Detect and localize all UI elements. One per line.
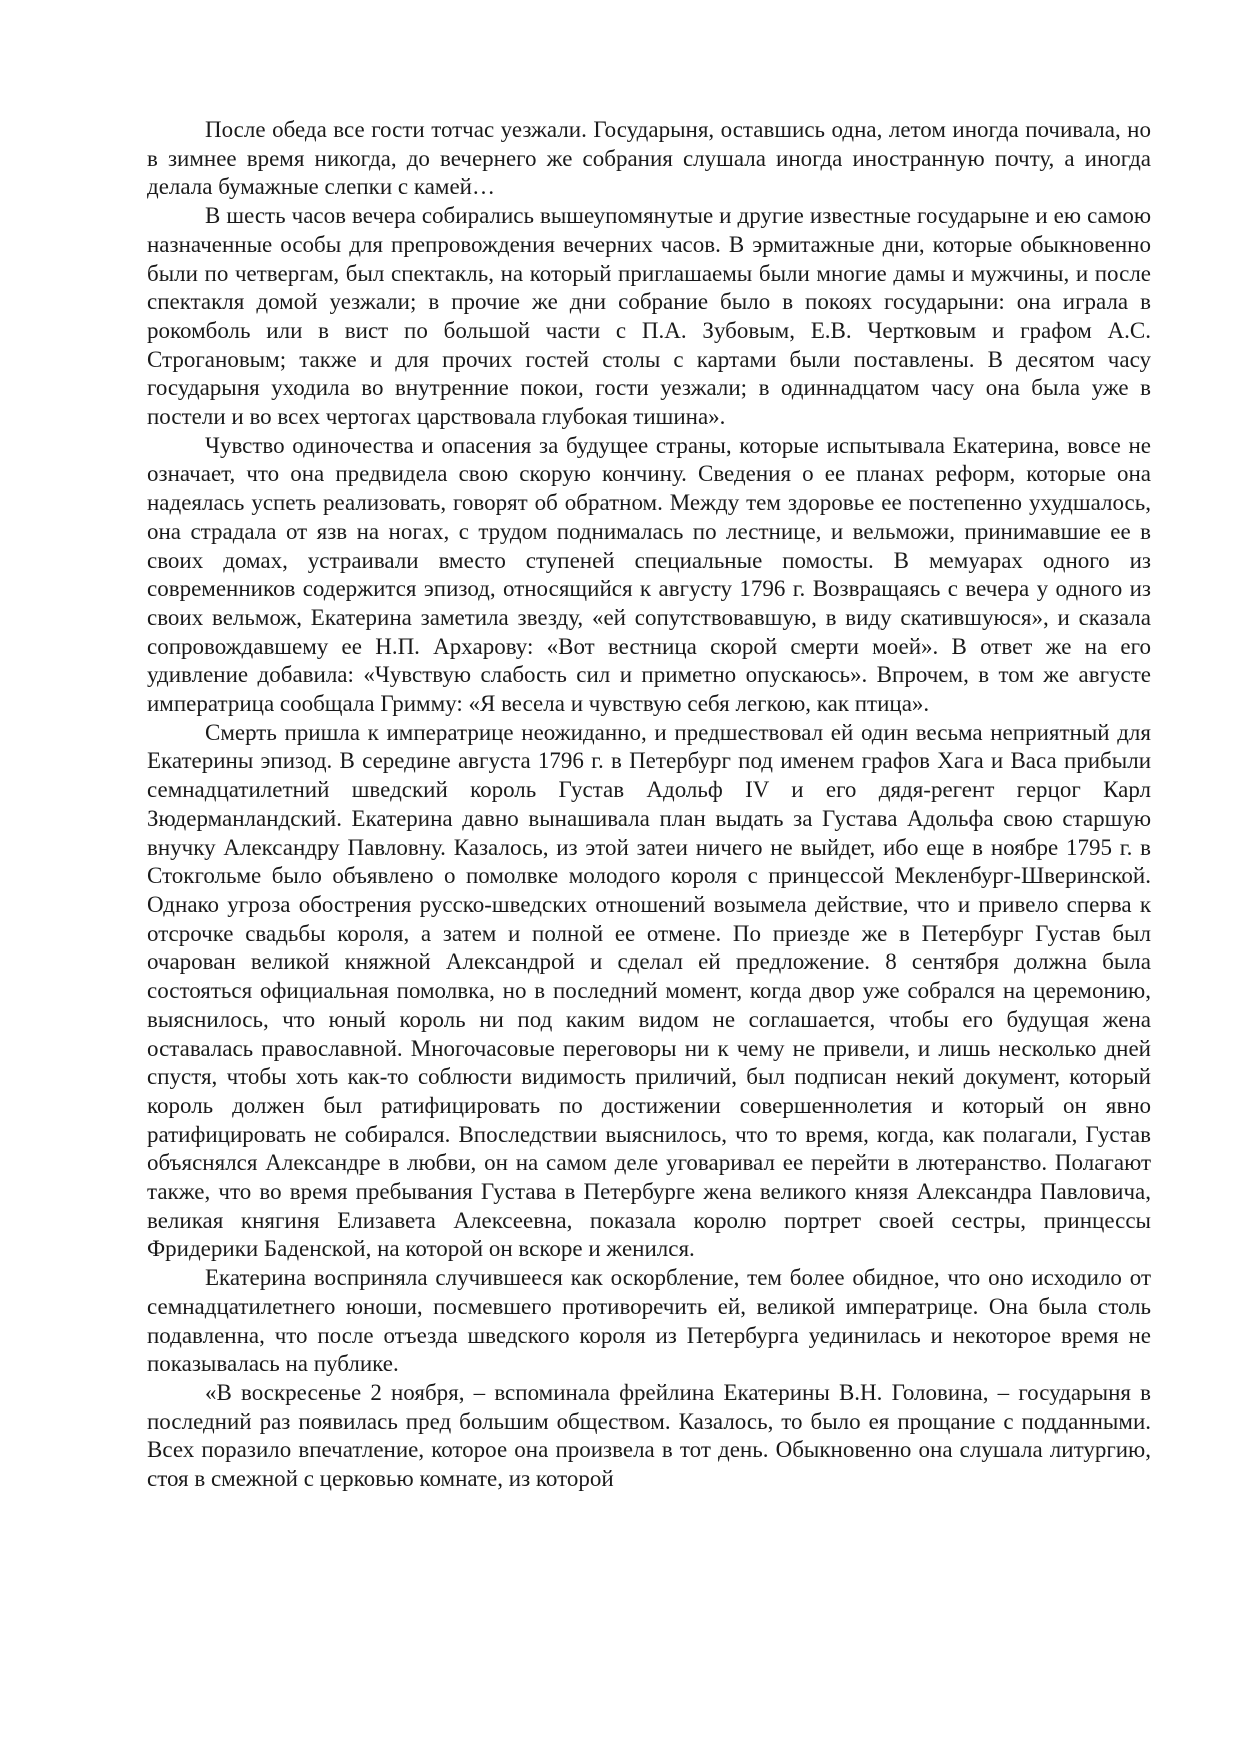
document-page [147,116,1151,1494]
paragraph-6: «В воскресенье 2 ноября, – вспоминала фрейлина Екатерины В.Н. Головина, – государыня в последний раз появилась пред большим обществом. Казалось, то было ея прощание с подданными. Всех поразило впечатление, которое она произвела в тот день. Обыкновенно она слушала литургию, стоя в смежной с церковью комнате, из которой [147,1379,1151,1492]
paragraph-5: Екатерина восприняла случившееся как оскорбление, тем более обидное, что оно исходило от семнадцатилетнего юноши, посмевшего противоречить ей, великой императрице. Она была столь подавленна, что после отъезда шведского короля из Петербурга уединилась и некоторое время не показывалась на публике. [147,1265,1151,1377]
paragraph-4: Смерть пришла к императрице неожиданно, и предшествовал ей один весьма неприятный для Екатерины эпизод. В середине августа 1796 г. в Петербург под именем графов Хага и Васа прибыли семнадцатилетний шведский король Густав Адольф IV и его дядя-регент герцог Карл Зюдерманландский. Екатерина давно вынашивала план выдать за Густава Адольфа свою старшую внучку Александру Павловну. Казалось, из этой затеи ничего не выйдет, ибо еще в ноябре 1795 г. в Стокгольме было объявлено о помолвке молодого короля с принцессой Мекленбург-Шверинской. Однако угроза обострения русско-шведских отношений возымела действие, что и привело сперва к отсрочке свадьбы короля, а затем и полной ее отмене. По приезде же в Петербург Густав был очарован великой княжной Александрой и сделал ей предложение. 8 сентября должна была состояться официальная помолвка, но в последний момент, когда двор уже собрался на церемонию, выяснилось, что юный король ни под каким видом не соглашается, чтобы его будущая жена оставалась православной. Многочасовые переговоры ни к чему не привели, и лишь несколько дней спустя, чтобы хоть как-то соблюсти видимость приличий, был подписан некий документ, который король должен был ратифицировать по достижении совершеннолетия и который он явно ратифицировать не собирался. Впоследствии выяснилось, что то время, когда, как полагали, Густав объяснялся Александре в любви, он на самом деле уговаривал ее перейти в лютеранство. Полагают также, что во время пребывания Густава в Петербурге жена великого князя Александра Павловича, великая княгиня Елизавета Алексеевна, показала королю портрет своей сестры, принцессы Фридерики Баденской, на которой он вскоре и женился. [147,719,1151,1262]
paragraph-1: После обеда все гости тотчас уезжали. Государыня, оставшись одна, летом иногда почивала, но в зимнее время никогда, до вечернего же собрания слушала иногда иностранную почту, а иногда делала бумажные слепки с камей… [147,117,1151,200]
paragraph-3: Чувство одиночества и опасения за будущее страны, которые испытывала Екатерина, вовсе не означает, что она предвидела свою скорую кончину. Сведения о ее планах реформ, которые она надеялась успеть реализовать, говорят об обратном. Между тем здоровье ее постепенно ухудшалось, она страдала от язв на ногах, с трудом поднималась по лестнице, и вельможи, принимавшие ее в своих домах, устраивали вместо ступеней специальные помосты. В мемуарах одного из современников содержится эпизод, относящийся к августу 1796 г. Возвращаясь с вечера у одного из своих вельмож, Екатерина заметила звезду, «ей сопутствовавшую, в виду скатившуюся», и сказала сопровождавшему ее Н.П. Архарову: «Вот вестница скорой смерти моей». В ответ же на его удивление добавила: «Чувствую слабость сил и приметно опускаюсь». Впрочем, в том же августе императрица сообщала Гримму: «Я весела и чувствую себя легкою, как птица». [147,432,1151,717]
paragraph-2: В шесть часов вечера собирались вышеупомянутые и другие известные государыне и ею самою назначенные особы для препровождения вечерних часов. В эрмитажные дни, которые обыкновенно были по четвергам, был спектакль, на который приглашаемы были многие дамы и мужчины, и после спектакля домой уезжали; в прочие же дни собрание было в покоях государыни: она играла в рокомболь или в вист по большой части с П.А. Зубовым, Е.В. Чертковым и графом А.С. Строгановым; также и для прочих гостей столы с картами были поставлены. В десятом часу государыня уходила во внутренние покои, гости уезжали; в одиннадцатом часу она была уже в постели и во всех чертогах царствовала глубокая тишина». [147,203,1151,430]
